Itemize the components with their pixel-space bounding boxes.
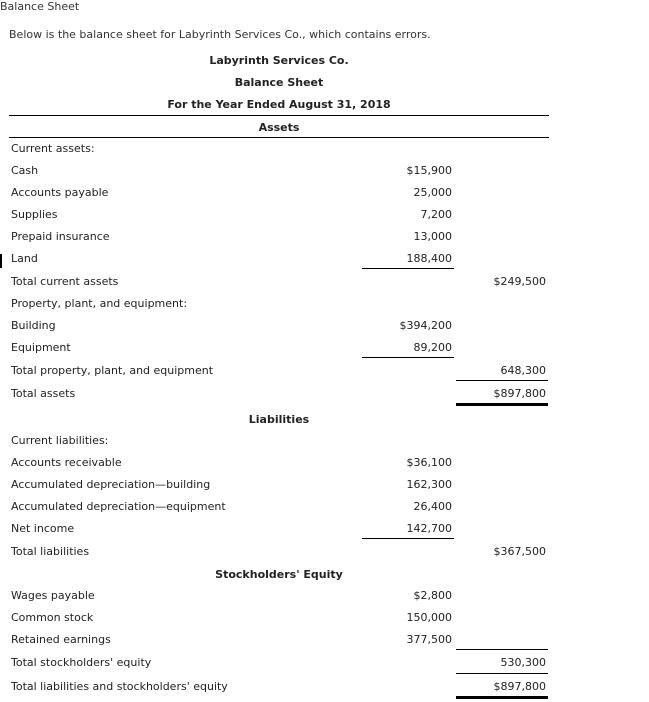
- table-row: [0, 609, 649, 629]
- total-row: [0, 273, 649, 293]
- table-row: [0, 228, 649, 248]
- total-row: [0, 654, 649, 674]
- row-amount: $367,500: [493, 545, 546, 558]
- row-amount: $897,800: [493, 680, 546, 693]
- subtotal-rule: [362, 357, 454, 358]
- row-amount: 530,300: [500, 656, 546, 669]
- table-row: [0, 476, 649, 496]
- row-amount: 25,000: [413, 186, 452, 199]
- row-label: Building: [11, 319, 56, 332]
- company-name: Labyrinth Services Co.: [209, 54, 349, 67]
- total-row: [0, 678, 649, 698]
- section-header-row: [0, 432, 649, 452]
- table-row: [0, 454, 649, 474]
- row-label: Accumulated depreciation—equipment: [11, 500, 226, 513]
- row-label: Supplies: [11, 208, 58, 221]
- section-header-row: [0, 140, 649, 160]
- section-header-row: [0, 295, 649, 315]
- row-label: Total current assets: [11, 275, 119, 288]
- row-label: Common stock: [11, 611, 94, 624]
- row-amount: $249,500: [493, 275, 546, 288]
- row-amount: 150,000: [406, 611, 452, 624]
- double-rule: [456, 696, 548, 699]
- table-row: [0, 162, 649, 182]
- table-row: [0, 520, 649, 540]
- row-amount: 89,200: [413, 341, 452, 354]
- total-row: [0, 543, 649, 563]
- subtotal-rule: [456, 649, 548, 650]
- total-rule: [456, 673, 548, 674]
- row-amount: 142,700: [406, 522, 452, 535]
- row-label: Retained earnings: [11, 633, 111, 646]
- title-rule: [9, 115, 549, 116]
- row-amount: 26,400: [413, 500, 452, 513]
- row-amount: $897,800: [493, 387, 546, 400]
- current-assets-header: Current assets:: [11, 142, 95, 155]
- current-liabilities-header: Current liabilities:: [11, 434, 109, 447]
- table-row: [0, 339, 649, 359]
- row-label: Land: [11, 252, 38, 265]
- statement-period: For the Year Ended August 31, 2018: [167, 98, 391, 111]
- row-amount: 188,400: [406, 252, 452, 265]
- subtotal-rule: [362, 268, 454, 269]
- total-row: [0, 385, 649, 405]
- row-amount: $36,100: [406, 456, 452, 469]
- row-label: Equipment: [11, 341, 71, 354]
- row-label: Wages payable: [11, 589, 95, 602]
- row-label: Accounts payable: [11, 186, 109, 199]
- row-amount: 13,000: [413, 230, 452, 243]
- row-amount: $2,800: [413, 589, 452, 602]
- table-row: [0, 250, 649, 270]
- assets-heading-rule: [9, 137, 549, 138]
- row-amount: 162,300: [406, 478, 452, 491]
- row-amount: 648,300: [500, 364, 546, 377]
- row-amount: $15,900: [406, 164, 452, 177]
- intro-text: Below is the balance sheet for Labyrinth Services Co., which contains errors.: [9, 28, 431, 41]
- table-row: [0, 317, 649, 337]
- row-amount: $394,200: [399, 319, 452, 332]
- equity-heading: Stockholders' Equity: [215, 568, 343, 581]
- row-label: Accumulated depreciation—building: [11, 478, 211, 491]
- row-amount: 377,500: [406, 633, 452, 646]
- table-row: [0, 184, 649, 204]
- total-rule: [456, 380, 548, 381]
- row-label: Total liabilities: [11, 545, 90, 558]
- statement-name: Balance Sheet: [234, 76, 324, 89]
- row-label: Total stockholders' equity: [11, 656, 152, 669]
- row-label: Total liabilities and stockholders' equity: [11, 680, 228, 693]
- table-row: [0, 587, 649, 607]
- assets-heading: Assets: [258, 121, 300, 134]
- row-label: Total property, plant, and equipment: [11, 364, 214, 377]
- liabilities-heading: Liabilities: [248, 413, 310, 426]
- row-label: Cash: [11, 164, 39, 177]
- row-label: Accounts receivable: [11, 456, 122, 469]
- row-label: Total assets: [11, 387, 76, 400]
- table-row: [0, 206, 649, 226]
- total-row: [0, 362, 649, 382]
- row-label: Net income: [11, 522, 75, 535]
- row-amount: 7,200: [420, 208, 452, 221]
- row-label: Prepaid insurance: [11, 230, 110, 243]
- page-heading: Balance Sheet: [0, 0, 80, 13]
- ppe-header: Property, plant, and equipment:: [11, 297, 188, 310]
- subtotal-rule: [362, 538, 454, 539]
- table-row: [0, 631, 649, 651]
- double-rule: [456, 403, 548, 406]
- table-row: [0, 498, 649, 518]
